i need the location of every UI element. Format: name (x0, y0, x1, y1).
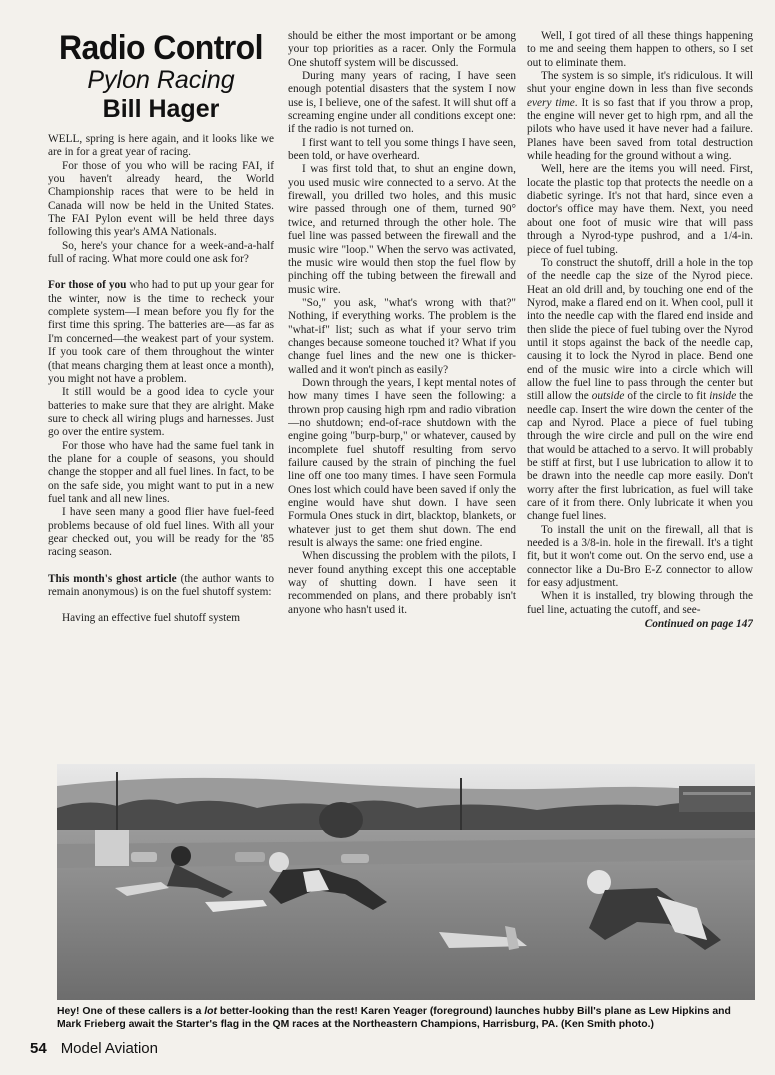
shed (95, 830, 129, 866)
paragraph: "So," you ask, "what's wrong with that?" Nothing, if everything works. The problem is the "what-if" list; such as what if your servo trim changes because someone touched it? What if you change fuel lines and the new one is thicker-walled and it won't pinch as easily? (288, 296, 516, 376)
paragraph (527, 70, 753, 163)
page-number: 54 (30, 1040, 47, 1057)
caption-emphasis: lot (204, 1006, 217, 1017)
lead-in: This month's ghost article (48, 572, 177, 585)
paragraph: To install the unit on the firewall, all that is needed is a 3/8-in. hole in the firewall. It's a tight fit, but it won't come out. On the servo end, use a connector like a Du-Bro E-Z connector to allow for easy adjustment. (527, 523, 753, 590)
emphasis: inside (709, 390, 737, 403)
lead-in: For those of you (48, 279, 127, 292)
paragraph: During many years of racing, I have seen enough potential disasters that the system I now use is, I believe, one of the safest. It will shut off a screaming engine under all conditions except one: if the radio is not turned on. (288, 70, 516, 136)
race-photo (57, 764, 755, 1000)
paragraph-text: (the author wants to remain anonymous) is on the fuel shutoff system: (48, 572, 274, 598)
page-subtitle: Pylon Racing (87, 66, 235, 94)
column-2 (288, 30, 516, 617)
paragraph (527, 257, 753, 524)
car (341, 854, 369, 863)
magazine-name: Model Aviation (60, 1040, 158, 1057)
paragraph: For those who have had the same fuel tank in the plane for a couple of seasons, you should change the stopper and all fuel lines. In fact, to be on the safe side, you might want to put in a new fuel tank and all new lines. (48, 439, 274, 505)
page-title: Radio Control (59, 30, 263, 67)
photo-caption (57, 1005, 757, 1031)
emphasis: every time (527, 96, 575, 109)
building-windows (683, 792, 751, 795)
paragraph: I have seen many a good flier have fuel-feed problems because of old fuel lines. With all your gear checked out, you will be ready for the '85 racing season. (48, 506, 274, 559)
continued-note: Continued on page 147 (644, 618, 753, 631)
paragraph: Well, here are the items you will need. First, locate the plastic top that protects the needle on a diabetic syringe. It's not that hard, since even a doctor's office may have them. Next, you need about one foot of music wire that will pass through a Nyrod-type pushrod, and a 1/4-in. piece of fuel tubing. (527, 163, 753, 256)
paragraph-text: To construct the shutoff, drill a hole in the top of the needle cap the size of the Nyrod piece. Heat an old drill and, by touching one end of the Nyrod, make a flared end on it. When cool, pull it into the needle cap with the flared end inside and then slide the piece of fuel tubing over the Nyrod until it stops against the back of the needle cap, causing it to lock the Nyrod in place. Bend one end of the music wire into a circle which will allow the fuel line to pass through the center but still allow the (527, 256, 753, 403)
paragraph: For those of you who will be racing FAI, if you haven't already heard, the World Championship races that were to be held in Canada will now be held in the United States. The FAI Pylon event will be held three days following this year's AMA Nationals. (48, 159, 274, 239)
paragraph (48, 279, 274, 386)
car (235, 852, 265, 862)
paragraph: I was first told that, to shut an engine down, you used music wire connected to a servo. At the firewall, you drilled two holes, and this music wire passed through one of them, turned 90° twice, and returned through the other hole. The fuel line was passed between the firewall and the music wire "loop." When the servo was activated, the music wire would then stop the fuel flow by pinching off the tubing between the firewall and music wire. (288, 163, 516, 296)
paragraph: should be either the most important or be among your top priorities as a racer. Only the Formula One shutoff system will be discussed. (288, 30, 516, 69)
column-1 (48, 30, 274, 626)
paragraph: So, here's your chance for a week-and-a-half full of racing. What more could one ask for? (48, 239, 274, 266)
emphasis: outside (591, 390, 625, 403)
paragraph: It still would be a good idea to cycle your batteries to make sure that they are alright. Make sure to check all wiring plugs and harnesses. Just go over the entire system. (48, 386, 274, 439)
paragraph-text: who had to put up your gear for the winter, now is the time to recheck your complete system—I mean before you fly for the first time this spring. The batteries are—as far as I'm concerned—the weakest part of your system. If you took care of them throughout the winter (that means charging them at least once a month), you might not have a problem. (48, 279, 274, 385)
caption-text: Hey! One of these callers is a (57, 1006, 205, 1017)
author-name: Bill Hager (102, 95, 220, 123)
paragraph: When discussing the problem with the pilots, I never found anything except this one acceptable way of shutting down. I have seen it recommended on plans, and there probably isn't anyone who hasn't used it. (288, 550, 516, 616)
paragraph: WELL, spring is here again, and it looks like we are in for a great year of racing. (48, 133, 274, 159)
paragraph-text: the needle cap. Insert the wire down the center of the cap and Nyrod. Place a piece of fuel tubing through the wire circle and pull on the wire end that would be attached to a servo. It will probably be stiff at first, but I use lubrication to allow it to be drawn into the needle cap more easily. Don't worry after the first lubrication, as fuel will take care of it from there. Only lubricate it when you change fuel lines. (527, 390, 753, 523)
column-3 (527, 30, 753, 631)
paragraph: When it is installed, try blowing through the fuel line, actuating the cutoff, and see- (527, 590, 753, 616)
paragraph: I first want to tell you some things I have seen, been told, or have overheard. (288, 136, 516, 163)
paragraph: Having an effective fuel shutoff system (62, 612, 241, 625)
paragraph: Down through the years, I kept mental notes of how many times I have seen the following: a thrown prop causing high rpm and radio vibration—no shutdown; end-of-race shutdown with the engine going "burp-burp," or whatever, caused by incomplete fuel shutoff resulting from servo failure caused by the strain of pinching the fuel line off one too many times. I have seen Formula Ones lost which could have been saved if only the engine would have shut down. I have seen Formula Ones stuck in dirt, blacktop, blankets, or whatever just to get them shut down. The end result is always the same: one fried engine. (288, 376, 516, 550)
tree (319, 802, 363, 838)
caption-text: better-looking than the rest! Karen Yeager (foreground) launches hubby Bill's plane as Lew Hipkins and Mark Frieberg await the Starter's flag in the QM races at the Northeastern Champions, Harrisburg, PA. (Ken Smith photo.) (57, 1006, 731, 1030)
building (679, 786, 755, 812)
paragraph (48, 573, 274, 600)
paragraph: Well, I got tired of all these things happening to me and seeing them happen to others, so I set out to eliminate them. (527, 30, 753, 69)
paragraph-text: . It is so fast that if you throw a prop, the engine will never get to high rpm, and all the pilots who have used it have never had a failure. Planes have been saved from total destruction while heading for the ground without a wing. (527, 96, 753, 163)
paragraph-text: The system is so simple, it's ridiculous. It will shut your engine down in less than five seconds (527, 70, 753, 96)
title-block (48, 30, 274, 124)
photo-illustration (57, 764, 755, 1000)
paragraph-text: of the circle to fit (624, 390, 710, 403)
car (131, 852, 157, 862)
page-footer (30, 1040, 158, 1057)
